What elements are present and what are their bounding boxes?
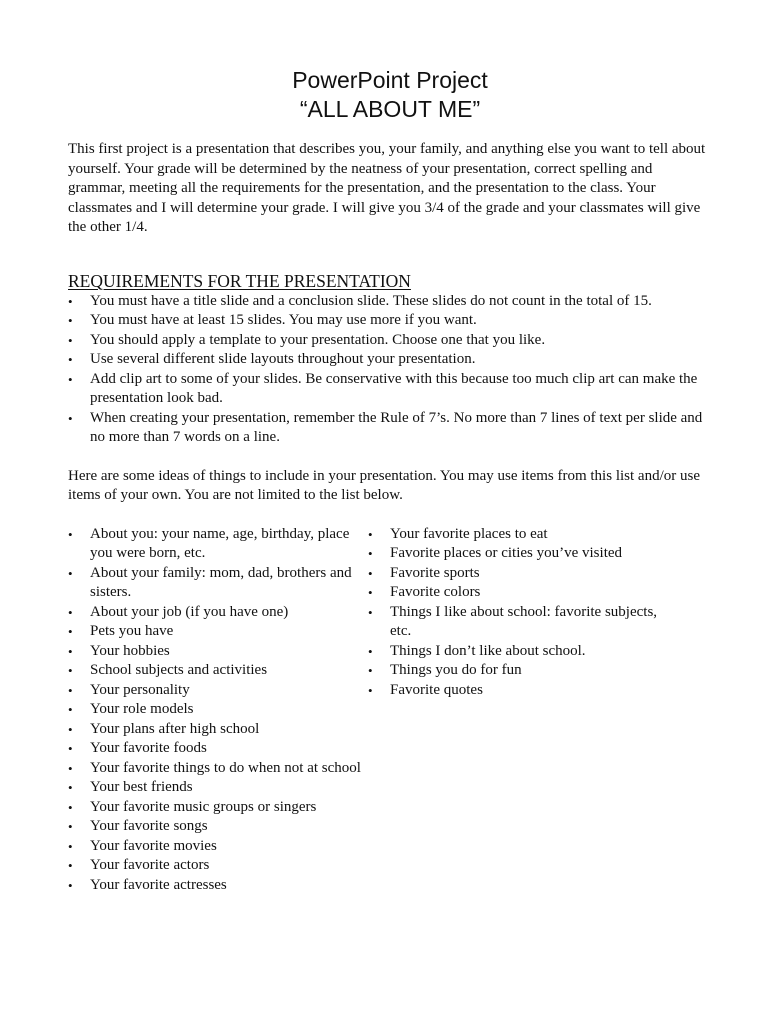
list-item: • Your favorite actresses [68,876,368,896]
requirements-list [68,292,708,448]
list-item: • Your hobbies [68,642,368,662]
ideas-columns [68,525,708,896]
document-page [68,66,708,895]
list-item: • Your favorite music groups or singers [68,798,368,818]
list-item: • About you: your name, age, birthday, place you were born, etc. [68,525,368,564]
ideas-list-left [68,525,368,896]
list-item: • About your job (if you have one) [68,603,368,623]
list-item: • Your personality [68,681,368,701]
list-item: • When creating your presentation, remember the Rule of 7’s. No more than 7 lines of text per slide and no more than 7 words on a line. [68,409,708,448]
list-item: • Things you do for fun [368,661,678,681]
list-item: • Your best friends [68,778,368,798]
list-item: • You must have a title slide and a conclusion slide. These slides do not count in the total of 15. [68,292,708,312]
list-item: • Your favorite foods [68,739,368,759]
list-item: • Your favorite movies [68,837,368,857]
list-item: • You should apply a template to your presentation. Choose one that you like. [68,331,708,351]
list-item: • Favorite places or cities you’ve visited [368,544,678,564]
list-item: • Your favorite songs [68,817,368,837]
ideas-paragraph: Here are some ideas of things to include in your presentation. You may use items from this list and/or use items of your own. You are not limited to the list below. [68,467,700,503]
ideas-list-right [368,525,678,896]
list-item: • Pets you have [68,622,368,642]
list-item: • Favorite colors [368,583,678,603]
list-item: • School subjects and activities [68,661,368,681]
list-item: • Your favorite places to eat [368,525,678,545]
list-item: • You must have at least 15 slides. You may use more if you want. [68,311,708,331]
list-item: • Favorite sports [368,564,678,584]
list-item: • Your role models [68,700,368,720]
list-item: • Things I like about school: favorite subjects, etc. [368,603,678,642]
document-subtitle: “ALL ABOUT ME” [299,96,481,122]
list-item: • Your favorite things to do when not at school [68,759,368,779]
list-item: • Your plans after high school [68,720,368,740]
list-item: • Favorite quotes [368,681,678,701]
list-item: • Things I don’t like about school. [368,642,678,662]
requirements-heading: REQUIREMENTS FOR THE PRESENTATION [68,270,411,291]
document-title: PowerPoint Project [292,67,488,93]
list-item: • Your favorite actors [68,856,368,876]
list-item: • Add clip art to some of your slides. Be conservative with this because too much clip art can make the presentation look bad. [68,370,708,409]
list-item: • Use several different slide layouts throughout your presentation. [68,350,708,370]
title-block [72,66,708,124]
list-item: • About your family: mom, dad, brothers and sisters. [68,564,368,603]
intro-paragraph: This first project is a presentation that describes you, your family, and anything else you want to tell about yourself. Your grade will be determined by the neatness of your presentation, correct spelling and grammar, meeting all the requirements for the presentation, and the presentation to the class. Your classmates and I will determine your grade. I will give you 3/4 of the grade and your classmates will give the other 1/4. [68,141,706,235]
